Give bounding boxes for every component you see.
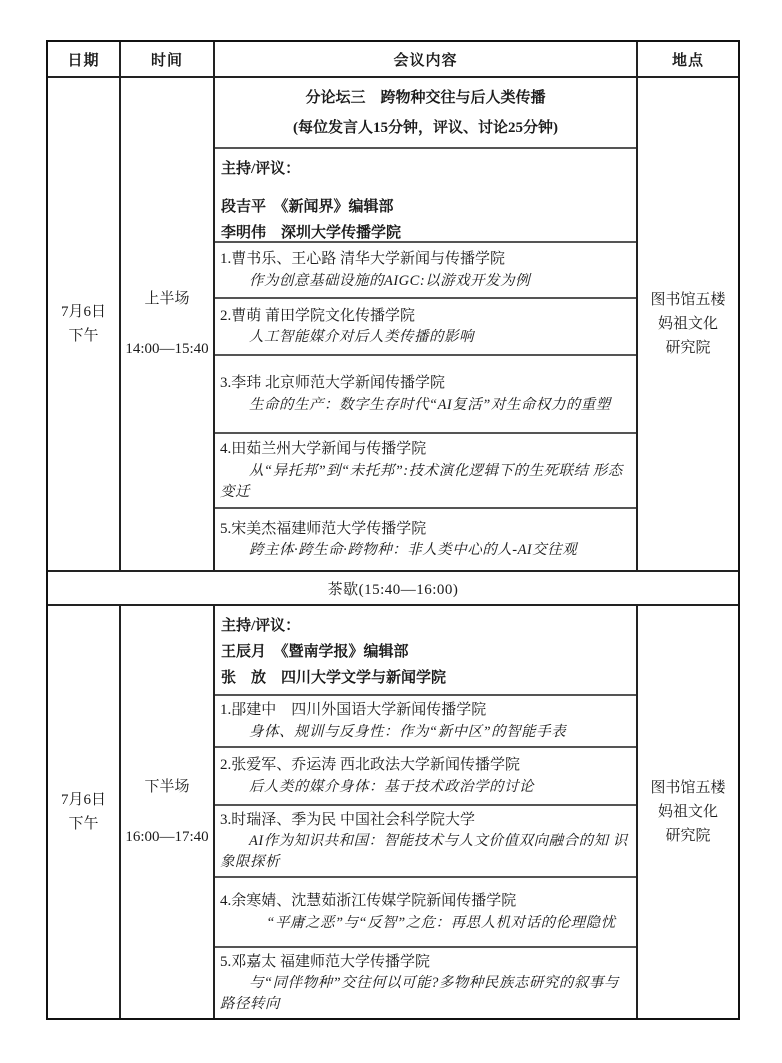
speaker-name: 2.曹萌 莆田学院文化传播学院 (220, 307, 416, 324)
tea-break-row (48, 570, 738, 604)
forum-title: 分论坛三 跨物种交往与后人类传播 (305, 89, 546, 106)
speaker-name: 3.时瑞泽、季为民 中国社会科学院大学 (220, 811, 476, 828)
speaker-item (215, 507, 636, 570)
session-2-location-cell (636, 606, 738, 1018)
date-line: 下午 (68, 328, 99, 344)
speaker-name: 2.张爱军、乔运涛 西北政法大学新闻传播学院 (220, 757, 521, 774)
speaker-paper-title: 生命的生产：数字生存时代“AI复活”对生命权力的重塑 (249, 396, 611, 413)
speaker-item (215, 241, 636, 297)
session-1-content-cell (213, 78, 636, 570)
tea-break-text: 茶歇(15:40—16:00) (327, 581, 459, 598)
speaker-paper-title: 从“异托邦”到“未托邦”:技术演化逻辑下的生死联结 形态变迁 (220, 462, 623, 500)
host-label: 主持/评议： (221, 161, 301, 177)
speaker-item (215, 746, 636, 804)
location-line: 妈祖文化 (657, 316, 718, 332)
time-phase: 下半场 (144, 779, 190, 795)
session-1-date-cell (48, 78, 119, 570)
session-2-time-cell (119, 606, 213, 1018)
date-line: 7月6日 (60, 304, 106, 320)
speaker-item (215, 804, 636, 876)
speaker-item (215, 432, 636, 507)
header-date: 日期 (67, 52, 100, 69)
host-line: 李明伟 深圳大学传播学院 (221, 225, 402, 242)
speaker-item (215, 876, 636, 946)
session-1-time-cell (119, 78, 213, 570)
speaker-item (215, 694, 636, 746)
forum-title-block (215, 78, 636, 147)
speaker-item (215, 354, 636, 432)
speaker-name: 4.田茹兰州大学新闻与传播学院 (220, 441, 427, 458)
host-line: 段吉平 《新闻界》编辑部 (221, 199, 394, 215)
location-line: 图书馆五楼 (650, 292, 726, 308)
speaker-paper-title: 后人类的媒介身体：基于技术政治学的讨论 (249, 778, 534, 795)
time-range: 16:00—17:40 (125, 829, 209, 845)
speaker-name: 5.宋美杰福建师范大学传播学院 (220, 520, 427, 537)
speaker-item (215, 946, 636, 1018)
session-1-location-cell (636, 78, 738, 570)
session-2-date-cell (48, 606, 119, 1018)
speaker-item (215, 297, 636, 354)
location-line: 妈祖文化 (657, 804, 718, 820)
speaker-paper-title: 人工智能媒介对后人类传播的影响 (249, 329, 474, 346)
session-2-content-cell (213, 606, 636, 1018)
conference-schedule-table (46, 40, 740, 1020)
speaker-paper-title: 与“同伴物种”交往何以可能?多物种民族志研究的叙事与路径转向 (220, 975, 619, 1013)
host-label: 主持/评议： (221, 618, 301, 634)
speaker-paper-title: 身体、规训与反身性：作为“新中区”的智能手表 (249, 723, 567, 740)
speaker-paper-title: 作为创意基础设施的AIGC:以游戏开发为例 (249, 272, 531, 289)
time-range: 14:00—15:40 (125, 341, 209, 357)
location-line: 图书馆五楼 (650, 780, 726, 796)
header-time: 时间 (119, 42, 213, 76)
host-line: 张 放 四川大学文学与新闻学院 (221, 670, 447, 687)
host-line: 王辰月 《暨南学报》编辑部 (221, 644, 409, 660)
date-line: 下午 (68, 816, 99, 832)
location-line: 研究院 (665, 340, 711, 356)
header-content: 会议内容 (213, 42, 636, 76)
speaker-name: 4.余寒婧、沈慧茹浙江传媒学院新闻传播学院 (220, 893, 517, 910)
time-phase: 上半场 (144, 291, 190, 307)
speaker-paper-title: 跨主体·跨生命·跨物种：非人类中心的人-AI交往观 (249, 542, 578, 559)
location-line: 研究院 (665, 828, 711, 844)
session-1-row (48, 76, 738, 570)
table-header-row (48, 42, 738, 76)
speaker-paper-title: AI作为知识共和国：智能技术与人文价值双向融合的知 识象限探析 (220, 833, 628, 871)
header-location: 地点 (636, 42, 738, 76)
session-1-host-block (215, 147, 636, 241)
speaker-name: 5.邓嘉太 福建师范大学传播学院 (220, 953, 431, 970)
speaker-paper-title: “平庸之恶”与“反智”之危：再思人机对话的伦理隐忧 (266, 914, 616, 931)
session-2-host-block (215, 606, 636, 694)
date-line: 7月6日 (60, 792, 106, 808)
forum-note: (每位发言人15分钟，评议、讨论25分钟) (293, 119, 558, 136)
speaker-name: 1.郘建中 四川外国语大学新闻传播学院 (220, 702, 487, 719)
speaker-name: 3.李玮 北京师范大学新闻传播学院 (220, 375, 446, 392)
speaker-name: 1.曹书乐、王心路 清华大学新闻与传播学院 (220, 251, 506, 268)
session-2-row (48, 604, 738, 1018)
